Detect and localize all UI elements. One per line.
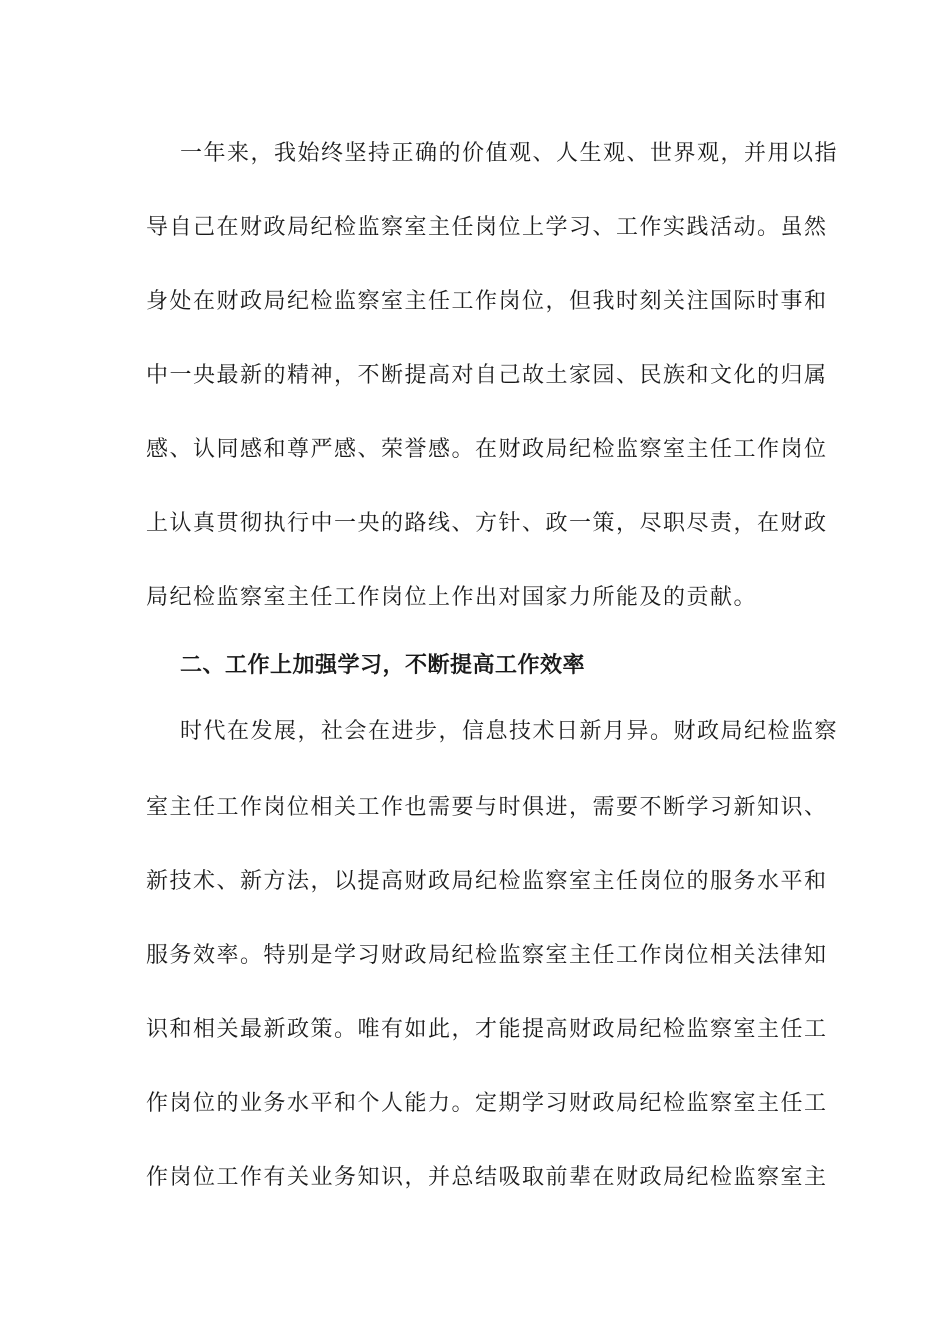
section-heading: 二、工作上加强学习，不断提高工作效率 <box>180 653 586 678</box>
paragraph-line: 导自己在财政局纪检监察室主任岗位上学习、工作实践活动。虽然 <box>146 215 828 240</box>
paragraph-line: 作岗位工作有关业务知识，并总结吸取前辈在财政局纪检监察室主 <box>146 1165 828 1190</box>
paragraph-line: 新技术、新方法，以提高财政局纪检监察室主任岗位的服务水平和 <box>146 869 828 894</box>
paragraph-line: 一年来，我始终坚持正确的价值观、人生观、世界观，并用以指 <box>180 141 839 166</box>
paragraph-line: 中一央最新的精神，不断提高对自己故土家园、民族和文化的归属 <box>146 363 828 388</box>
paragraph-line: 上认真贯彻执行中一央的路线、方针、政一策，尽职尽责，在财政 <box>146 511 828 536</box>
paragraph-line: 作岗位的业务水平和个人能力。定期学习财政局纪检监察室主任工 <box>146 1091 828 1116</box>
paragraph-line: 局纪检监察室主任工作岗位上作出对国家力所能及的贡献。 <box>146 585 758 610</box>
paragraph-line: 识和相关最新政策。唯有如此，才能提高财政局纪检监察室主任工 <box>146 1017 828 1042</box>
paragraph-line: 感、认同感和尊严感、荣誉感。在财政局纪检监察室主任工作岗位 <box>146 437 828 462</box>
paragraph-line: 身处在财政局纪检监察室主任工作岗位，但我时刻关注国际时事和 <box>146 289 828 314</box>
paragraph-line: 时代在发展，社会在进步，信息技术日新月异。财政局纪检监察 <box>180 719 839 744</box>
paragraph-line: 服务效率。特别是学习财政局纪检监察室主任工作岗位相关法律知 <box>146 943 828 968</box>
paragraph-line: 室主任工作岗位相关工作也需要与时俱进，需要不断学习新知识、 <box>146 795 828 820</box>
